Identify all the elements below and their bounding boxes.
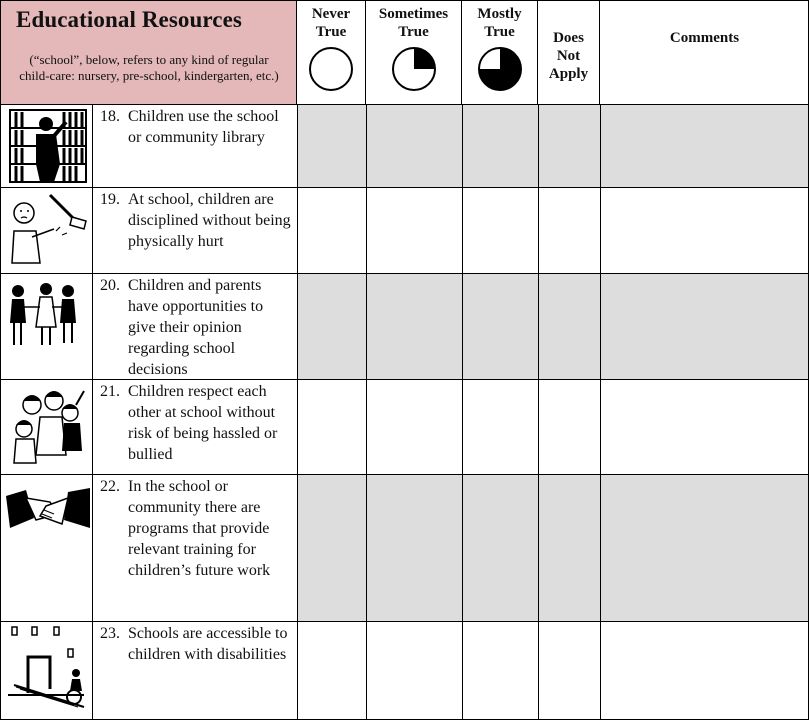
table-divider — [0, 104, 809, 105]
question-number: 19. — [100, 191, 120, 208]
answer-sometimes-true[interactable] — [366, 379, 462, 474]
empty-circle-icon — [308, 46, 354, 92]
column-label: Does Not Apply — [548, 30, 589, 82]
answer-mostly-true[interactable] — [462, 187, 538, 273]
table-border-left — [0, 0, 1, 720]
table-divider — [0, 273, 809, 274]
column-comments — [600, 0, 809, 104]
handshake-icon — [0, 474, 92, 621]
answer-mostly-true[interactable] — [462, 104, 538, 187]
question-text: Schools are accessible to children with disabilities — [128, 625, 288, 663]
discipline-icon — [0, 187, 92, 273]
children-group-icon — [0, 379, 92, 474]
question-text-cell — [92, 273, 297, 379]
answer-does-not-apply[interactable] — [538, 273, 600, 379]
question-text: At school, children are disciplined without being physically hurt — [128, 191, 291, 250]
column-label: Sometimes True — [378, 6, 449, 40]
table-divider — [0, 474, 809, 475]
answer-sometimes-true[interactable] — [366, 273, 462, 379]
answer-sometimes-true[interactable] — [366, 104, 462, 187]
column-never-true — [297, 0, 366, 104]
question-text: Children and parents have opportunities to give their opinion regarding school decisions — [128, 277, 264, 378]
table-divider-vertical — [600, 104, 601, 720]
comments-field[interactable] — [600, 474, 809, 621]
wheelchair-ramp-icon — [0, 621, 92, 720]
column-mostly-true — [462, 0, 538, 104]
answer-mostly-true[interactable] — [462, 474, 538, 621]
answer-does-not-apply[interactable] — [538, 187, 600, 273]
question-number: 20. — [100, 277, 120, 294]
parents-children-icon — [0, 273, 92, 379]
answer-sometimes-true[interactable] — [366, 621, 462, 720]
answer-mostly-true[interactable] — [462, 621, 538, 720]
question-row-18 — [0, 104, 809, 187]
question-row-20 — [0, 273, 809, 379]
quarter-filled-circle-icon — [391, 46, 437, 92]
table-divider — [0, 187, 809, 188]
table-divider-vertical — [538, 104, 539, 720]
section-header — [0, 0, 297, 104]
answer-mostly-true[interactable] — [462, 379, 538, 474]
table-divider-vertical — [92, 104, 93, 720]
question-text-cell — [92, 379, 297, 474]
question-text-cell — [92, 104, 297, 187]
comments-field[interactable] — [600, 273, 809, 379]
answer-never-true[interactable] — [297, 474, 366, 621]
answer-never-true[interactable] — [297, 273, 366, 379]
answer-sometimes-true[interactable] — [366, 187, 462, 273]
column-label: Mostly True — [477, 6, 522, 40]
library-icon — [0, 104, 92, 187]
question-text: Children respect each other at school without risk of being hassled or bullied — [128, 383, 278, 463]
table-divider-vertical — [366, 104, 367, 720]
question-row-22 — [0, 474, 809, 621]
answer-does-not-apply[interactable] — [538, 379, 600, 474]
table-divider — [0, 379, 809, 380]
table-border-top — [0, 0, 809, 1]
question-text: Children use the school or community library — [128, 108, 279, 146]
answer-does-not-apply[interactable] — [538, 104, 600, 187]
table-divider — [0, 621, 809, 622]
comments-field[interactable] — [600, 104, 809, 187]
table-divider-vertical — [462, 104, 463, 720]
answer-never-true[interactable] — [297, 379, 366, 474]
question-text-cell — [92, 187, 297, 273]
question-text-cell — [92, 474, 297, 621]
page-title: Educational Resources — [16, 7, 242, 32]
table-divider-vertical — [297, 104, 298, 720]
column-label: Never True — [311, 6, 351, 40]
three-quarter-filled-circle-icon — [477, 46, 523, 92]
answer-does-not-apply[interactable] — [538, 474, 600, 621]
question-row-23 — [0, 621, 809, 720]
comments-field[interactable] — [600, 621, 809, 720]
comments-field[interactable] — [600, 379, 809, 474]
answer-never-true[interactable] — [297, 187, 366, 273]
question-number: 22. — [100, 478, 120, 495]
question-number: 21. — [100, 383, 120, 400]
question-number: 23. — [100, 625, 120, 642]
answer-mostly-true[interactable] — [462, 273, 538, 379]
column-does-not-apply — [538, 0, 600, 104]
column-label: Comments — [669, 30, 740, 46]
answer-never-true[interactable] — [297, 104, 366, 187]
column-sometimes-true — [366, 0, 462, 104]
comments-field[interactable] — [600, 187, 809, 273]
answer-never-true[interactable] — [297, 621, 366, 720]
question-number: 18. — [100, 108, 120, 125]
question-text-cell — [92, 621, 297, 720]
question-row-19 — [0, 187, 809, 273]
page-subtitle: (“school”, below, refers to any kind of regular child-care: nursery, pre-school, kindergarten, etc.) — [19, 52, 279, 83]
answer-does-not-apply[interactable] — [538, 621, 600, 720]
question-row-21 — [0, 379, 809, 474]
question-text: In the school or community there are programs that provide relevant training for children’s future work — [128, 478, 271, 579]
answer-sometimes-true[interactable] — [366, 474, 462, 621]
